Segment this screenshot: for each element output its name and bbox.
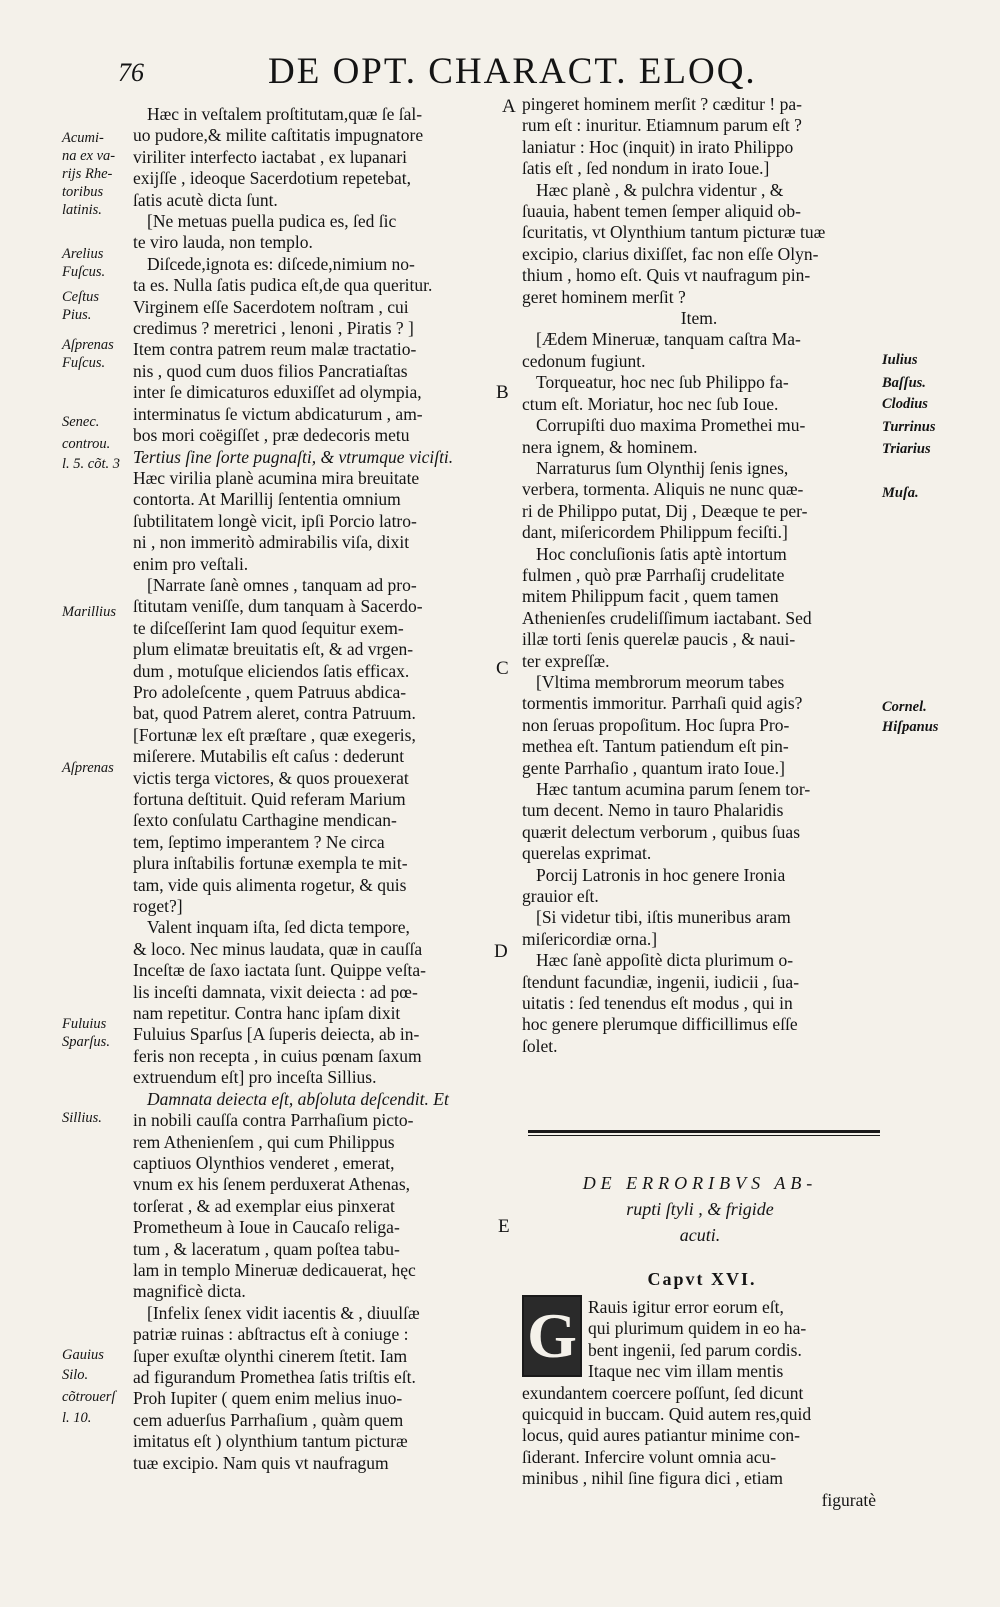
text-line: Damnata deiecta eſt, abſoluta deſcendit. Et	[147, 1088, 449, 1109]
margin-note: Turrinus	[882, 419, 936, 435]
text-line: miſericordiæ orna.]	[522, 928, 658, 949]
margin-note: Marillius	[62, 604, 116, 620]
margin-note: latinis.	[62, 202, 102, 218]
text-line: bent ingenii, ſed parum cordis.	[588, 1339, 802, 1360]
text-line: grauior eſt.	[522, 886, 599, 907]
left-column	[133, 104, 505, 1474]
text-line: laniatur : Hoc (inquit) in irato Philippo	[522, 136, 794, 157]
text-line: nis , quod cum duos filios Pancratiaſtas	[133, 360, 408, 381]
text-line: imitatus eſt ) olynthium tantum picturæ	[133, 1431, 408, 1452]
text-line: interminatus ſe victum abdicaturum , am-	[133, 403, 423, 424]
text-line: fortuna deſtituit. Quid referam Marium	[133, 789, 406, 809]
margin-note: Fuluius	[62, 1016, 107, 1032]
text-line: hoc genere plerumque difficillimus eſſe	[522, 1014, 798, 1035]
text-line: quærit delectum verborum , quibus ſuas	[522, 821, 801, 842]
section-mark: D	[494, 941, 508, 962]
margin-note: Aſprenas	[62, 337, 114, 353]
text-line: Diſcede,ignota es: diſcede,nimium no-	[147, 253, 415, 274]
text-line: te viro lauda, non templo.	[133, 232, 313, 253]
drop-cap: G	[522, 1295, 582, 1377]
text-line: minibus , nihil ſine figura dici , etiam	[522, 1468, 783, 1489]
text-line: captiuos Olynthios venderet , emerat,	[133, 1152, 395, 1173]
text-line: extruendum eſt] pro inceſta Sillius.	[133, 1067, 377, 1088]
text-line: ſtendunt facundiæ, ingenii, iudicii , ſua-	[522, 971, 800, 992]
text-line: [Si videtur tibi, iſtis muneribus aram	[536, 907, 791, 928]
text-line: in nobili cauſſa contra Parrhaſium picto-	[133, 1110, 414, 1131]
text-line: ſtitutam veniſſe, dum tanquam à Sacerdo-	[133, 596, 423, 617]
margin-note: Aſprenas	[62, 760, 114, 776]
text-line: ſolet.	[522, 1035, 558, 1056]
text-line: victis terga victores, & quos prouexerat	[133, 767, 409, 788]
text-line: querelas exprimat.	[522, 843, 652, 864]
margin-note: controu.	[62, 436, 111, 452]
text-line: Pro adoleſcente , quem Patruus abdica-	[133, 681, 407, 702]
text-line: thium , homo eſt. Quis vt naufragum pin-	[522, 265, 811, 286]
margin-note: Sillius.	[62, 1110, 102, 1126]
margin-note: Triarius	[882, 441, 931, 457]
text-line: Hæc tantum acumina parum ſenem tor-	[536, 779, 811, 799]
text-line: Hæc in veſtalem proſtitutam,quæ ſe ſal-	[147, 104, 423, 124]
text-line: Fuluius Sparſus [A ſuperis deiecta, ab in-	[133, 1024, 420, 1045]
text-line: bos mori coëgiſſet , præ dedecoris metu	[133, 425, 410, 446]
text-line: quicquid in buccam. Quid autem res,quid	[522, 1404, 812, 1425]
text-line: illæ torti ſenis querelæ paucis , & naui-	[522, 629, 796, 650]
text-line: lis inceſti damnata, vixit deiecta : ad pœ-	[133, 981, 418, 1002]
text-line: Proh Iupiter ( quem enim melius inuo-	[133, 1388, 403, 1409]
text-line: cedonum fugiunt.	[522, 350, 646, 371]
page-number: 76	[118, 58, 144, 87]
text-line: Virginem eſſe Sacerdotem noſtram , cui	[133, 296, 409, 317]
margin-note: Sparſus.	[62, 1034, 110, 1050]
text-line: bat, quod Patrem aleret, contra Patruum.	[133, 703, 416, 724]
text-line: tam, vide quis alimenta rogetur, & quis	[133, 874, 407, 895]
text-line: ſiderant. Infercire volunt omnia acu-	[522, 1446, 777, 1467]
text-line: tormentis immoritur. Parrhaſi quid agis?	[522, 693, 803, 714]
margin-note: Silo.	[62, 1367, 89, 1383]
margin-note: Cornel.	[882, 699, 927, 715]
text-line: & loco. Nec minus laudata, quæ in cauſſa	[133, 938, 423, 959]
text-line: viriliter interfecto iactabat , ex lupanari	[133, 146, 408, 167]
text-line: patriæ ruinas : abſtractus eſt à coniuge :	[133, 1324, 409, 1345]
text-line: ter expreſſæ.	[522, 650, 610, 671]
text-line: [Ne metuas puella pudica es, ſed ſic	[147, 211, 397, 232]
text-line: ni , non immeritò admirabilis viſa, dixit	[133, 532, 410, 553]
text-line: ad figurandum Promethea ſatis triſtis eſt.	[133, 1366, 416, 1387]
text-line: enim pro veſtali.	[133, 553, 249, 574]
text-line: vnum ex his ſenem perduxerat Athenas,	[133, 1174, 411, 1195]
text-line: ta es. Nulla ſatis pudica eſt,de qua queritur.	[133, 275, 433, 296]
text-line: Porcij Latronis in hoc genere Ironia	[536, 864, 786, 885]
text-line: Rauis igitur error eorum eſt,	[588, 1297, 784, 1317]
chapter-title-line: acuti.	[679, 1225, 721, 1245]
margin-note: Gauius	[62, 1347, 104, 1363]
running-head: DE OPT. CHARACT. ELOQ.	[268, 51, 757, 92]
margin-note: Muſa.	[882, 485, 919, 501]
margin-note: Ceſtus	[62, 289, 100, 305]
text-line: Corrupiſti duo maxima Promethei mu-	[536, 415, 806, 436]
text-line: ſatis acutè dicta ſunt.	[133, 189, 278, 210]
margin-note: l. 10.	[62, 1410, 92, 1426]
text-line: credimus ? meretrici , lenoni , Piratis ? ]	[133, 318, 414, 339]
margin-note: Baſſus.	[882, 375, 926, 391]
text-line: nam repetitur. Contra hanc ipſam dixit	[133, 1003, 401, 1024]
margin-note: l. 5. cõt. 3	[62, 456, 120, 472]
text-line: plura inſtabilis fortunæ exempla te mit-	[133, 853, 408, 874]
margin-note: Clodius	[882, 396, 928, 412]
text-line: te diſceſſerint Iam quod ſequitur exem-	[133, 617, 404, 638]
text-line: methea eſt. Tantum patiendum eſt pin-	[522, 736, 789, 757]
text-line: plum elimatæ breuitatis eſt, & ad vrgen-	[133, 639, 414, 660]
text-line: mitem Philippum facit , quem tamen	[522, 586, 779, 607]
margin-note: Iulius	[882, 352, 918, 368]
chapter-text	[522, 1297, 876, 1511]
text-line: fulmen , quò præ Parrhaſij crudelitate	[522, 564, 785, 585]
text-line: inter ſe dimicaturos eduxiſſet ad olympia,	[133, 382, 422, 403]
text-line: dum , motuſque eliciendos ſatis efficax.	[133, 660, 410, 681]
text-line: Hæc virilia planè acumina mira breuitate	[133, 467, 420, 488]
chapter-title	[520, 1170, 880, 1248]
text-line: miſerere. Mutabilis eſt caſus : dederunt	[133, 746, 405, 767]
text-line: ri de Philippo putat, Dij , Deæque te per-	[522, 500, 808, 521]
text-line: exundantem coercere poſſunt, ſed dicunt	[522, 1382, 804, 1403]
text-line: ſubtilitatem longè vicit, ipſi Porcio latro-	[133, 510, 417, 531]
text-line: tum , & laceratum , quam poſtea tabu-	[133, 1238, 400, 1259]
text-line: geret hominem merſit ?	[522, 286, 686, 307]
text-line: dant, miſericordem Philippum feciſti.]	[522, 522, 788, 543]
text-line: Hæc planè , & pulchra videntur , &	[536, 179, 784, 200]
text-line: cem aduerſus Parrhaſium , quàm quem	[133, 1409, 404, 1430]
text-line: Prometheum à Ioue in Caucaſo religa-	[133, 1217, 400, 1238]
text-line: uo pudore,& milite caſtitatis impugnatore	[133, 125, 424, 146]
text-line: lam in templo Mineruæ dedicauerat, hęc	[133, 1259, 416, 1280]
text-line: nera ignem, & hominem.	[522, 436, 698, 457]
chapter-title-line: rupti ſtyli , & frigide	[626, 1199, 774, 1219]
text-line: ſuper exuſtæ olynthi cinerem ſtetit. Iam	[133, 1345, 408, 1366]
margin-note: Hiſpanus	[882, 719, 939, 735]
text-line: excipio, clarius dixiſſet, fac non eſſe Olyn-	[522, 243, 819, 264]
text-line: feris non recepta , in cuius pœnam ſaxum	[133, 1045, 422, 1066]
text-line: [Vltima membrorum meorum tabes	[536, 671, 785, 692]
text-line: Hæc ſanè appoſitè dicta plurimum o-	[536, 950, 794, 971]
text-line: tuæ excipio. Nam quis vt naufragum	[133, 1452, 389, 1473]
text-line: gente Parrhaſio , quantum irato Ioue.]	[522, 757, 785, 778]
text-line: uitatis : ſed tenendus eſt modus , qui in	[522, 993, 793, 1014]
text-line: Tertius ſine ſorte pugnaſti, & vtrumque viciſti.	[133, 446, 454, 467]
text-line: ſatis eſt , ſed nondum in irato Ioue.]	[522, 158, 770, 179]
text-line: contorta. At Marillij ſententia omnium	[133, 489, 401, 510]
text-line: rem Athenienſem , qui cum Philippus	[133, 1131, 395, 1152]
margin-note: na ex va-	[62, 148, 116, 164]
margin-note: Pius.	[62, 307, 92, 323]
margin-note: Senec.	[62, 414, 100, 430]
text-line: Narraturus ſum Olynthij ſenis ignes,	[536, 457, 789, 478]
chapter-number: Capvt XVI.	[647, 1269, 757, 1289]
section-mark: C	[496, 658, 509, 679]
text-line: Valent inquam iſta, ſed dicta tempore,	[147, 917, 410, 938]
text-line: qui plurimum quidem in eo ha-	[588, 1318, 807, 1339]
margin-note: Fuſcus.	[62, 264, 106, 280]
section-mark: B	[496, 382, 509, 403]
margin-note: toribus	[62, 184, 104, 200]
text-line: pingeret hominem merſit ? cæditur ! pa-	[522, 94, 802, 114]
margin-note: Fuſcus.	[62, 355, 106, 371]
text-line: [Infelix ſenex vidit iacentis & , diuulſæ	[147, 1302, 420, 1323]
margin-note: rijs Rhe-	[62, 166, 113, 182]
text-line: tem, ſeptimo imperantem ? Ne circa	[133, 831, 385, 852]
chapter-rule	[528, 1130, 880, 1133]
text-line: magnificè dicta.	[133, 1281, 246, 1302]
text-line: ſexto conſulatu Carthagine mendican-	[133, 810, 397, 831]
margin-note: cõtrouerſ	[62, 1389, 116, 1405]
text-line: ſuauia, habent temen ſemper aliquid ob-	[522, 201, 801, 222]
text-line: ctum eſt. Moriatur, hoc nec ſub Ioue.	[522, 393, 779, 414]
right-column	[522, 94, 876, 1057]
text-line: Inceſtæ de ſaxo iactata ſunt. Quippe veſta-	[133, 960, 427, 981]
margin-note: Acumi-	[62, 130, 104, 146]
text-line: exijſſe , ideoque Sacerdotium repetebat,	[133, 168, 411, 189]
text-line: [Narrate ſanè omnes , tanquam ad pro-	[147, 574, 417, 595]
text-line: Hoc concluſionis ſatis aptè intortum	[536, 543, 787, 564]
catchword: figuratè	[821, 1489, 876, 1510]
text-line: torſerat , & ad exemplar eius pinxerat	[133, 1195, 395, 1216]
section-mark: E	[498, 1216, 510, 1237]
text-line: verbera, tormenta. Aliquis ne nunc quæ-	[522, 479, 804, 500]
text-line: ſcuritatis, vt Olynthium tantum picturæ tuæ	[522, 222, 826, 243]
text-line: [Ædem Mineruæ, tanquam caſtra Ma-	[536, 329, 801, 350]
text-line: locus, quid aures patiantur minime con-	[522, 1425, 800, 1446]
text-line: Itaque nec vim illam mentis	[588, 1361, 784, 1382]
text-line: rum eſt : inuritur. Etiamnum parum eſt ?	[522, 115, 802, 136]
text-line: tum decent. Nemo in tauro Phalaridis	[522, 800, 784, 821]
chapter-title-line: DE ERRORIBVS AB-	[582, 1173, 818, 1193]
margin-note: Arelius	[62, 246, 104, 262]
text-line: Athenienſes crudeliſſimum iactabant. Sed	[522, 607, 812, 628]
text-line: non ſeruas propoſitum. Hoc ſupra Pro-	[522, 714, 790, 735]
text-line: Item contra patrem reum malæ tractatio-	[133, 339, 417, 360]
text-line: Torqueatur, hoc nec ſub Philippo fa-	[536, 372, 789, 393]
text-line: [Fortunæ lex eſt præſtare , quæ exegeris,	[133, 724, 416, 745]
text-line: Item.	[680, 308, 718, 329]
text-line: roget?]	[133, 896, 183, 917]
section-mark: A	[502, 96, 516, 117]
